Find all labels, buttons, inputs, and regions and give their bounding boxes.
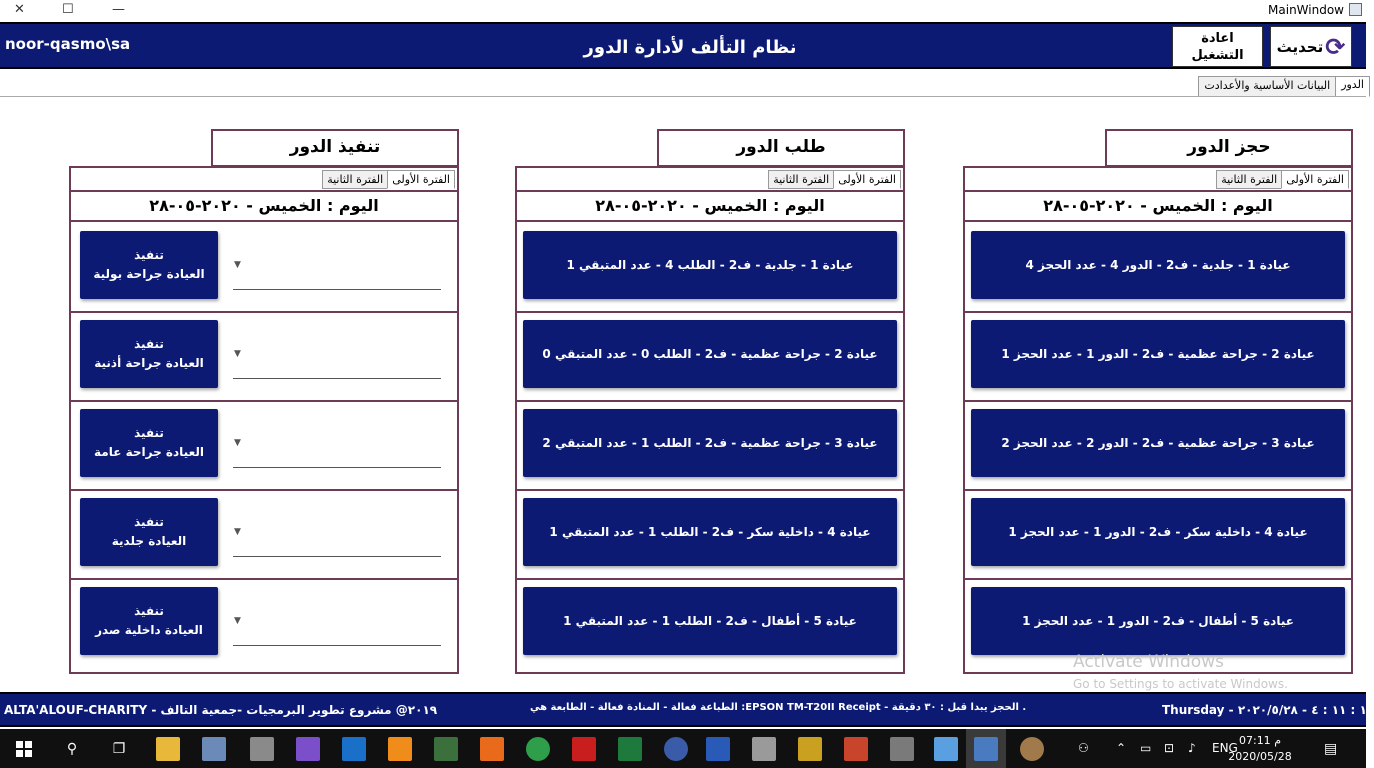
tools-icon[interactable] xyxy=(250,737,274,761)
execute-panel xyxy=(69,166,459,674)
tab-basic-data-settings[interactable]: البيانات الأساسية والأعدادت xyxy=(1198,76,1336,97)
booking-panel-title: حجز الدور xyxy=(1105,129,1353,167)
window-titlebar xyxy=(0,0,1366,22)
window-title: MainWindow xyxy=(1268,3,1344,17)
doctor-select[interactable] xyxy=(233,521,441,557)
refresh-icon: ⟳ xyxy=(1325,32,1346,61)
chevron-down-icon: ▼ xyxy=(234,438,241,448)
tools-icon[interactable] xyxy=(890,737,914,761)
booking-row xyxy=(965,402,1351,491)
windows-start-icon[interactable] xyxy=(12,737,36,761)
status-printer-info: الطباعة فعالة - المنادة فعالة - الطابعة هي :EPSON TM-T20II Receipt - الحجز يبدا قبل : ٣٠ دقيقة . xyxy=(530,702,1027,713)
restart-label-line2: التشغيل xyxy=(1191,47,1244,63)
notepad-icon[interactable] xyxy=(202,737,226,761)
booking-period-tabs xyxy=(1217,170,1349,189)
search-icon[interactable]: ⚲ xyxy=(66,741,78,757)
booking-clinic-button[interactable]: عيادة 3 - جراحة عظمية - ف2 - الدور 2 - عدد الحجز 2 xyxy=(971,409,1345,477)
execute-tab-second-period[interactable]: الفترة الثانية xyxy=(322,170,388,189)
execute-clinic-label: العيادة جراحة بولية xyxy=(93,267,205,281)
close-icon[interactable]: ✕ xyxy=(14,2,25,17)
execute-row xyxy=(71,580,457,669)
archive-icon[interactable] xyxy=(752,737,776,761)
booking-row xyxy=(965,491,1351,580)
powerpoint-icon[interactable] xyxy=(844,737,868,761)
app-orange-icon[interactable] xyxy=(388,737,412,761)
request-panel xyxy=(515,166,905,674)
volume-icon[interactable]: ♪ xyxy=(1188,741,1196,755)
execute-button[interactable]: تنفيذ العيادة جراحة أذنية xyxy=(80,320,218,388)
status-organization: ALTA'ALOUF-CHARITY - ٢٠١٩@ مشروع تطوير البرمجيات -جمعية التالف xyxy=(4,703,438,717)
request-row xyxy=(517,224,903,313)
chevron-down-icon: ▼ xyxy=(234,527,241,537)
chevron-up-icon[interactable]: ⌃ xyxy=(1116,741,1127,755)
booking-clinic-button[interactable]: عيادة 5 - أطفال - ف2 - الدور 1 - عدد الحجز 1 xyxy=(971,587,1345,655)
minimize-icon[interactable]: — xyxy=(112,2,125,17)
visual-studio-icon[interactable] xyxy=(296,737,320,761)
booking-tab-first-period[interactable]: الفترة الأولى xyxy=(1281,170,1349,189)
status-bar xyxy=(0,692,1374,727)
network-icon[interactable]: ⊡ xyxy=(1164,741,1175,755)
app-yellow-icon[interactable] xyxy=(798,737,822,761)
activate-windows-hint: Go to Settings to activate Windows. xyxy=(1073,677,1288,691)
booking-tab-second-period[interactable]: الفترة الثانية xyxy=(1216,170,1282,189)
request-clinic-button[interactable]: عيادة 3 - جراحة عظمية - ف2 - الطلب 1 - عدد المتبقي 2 xyxy=(523,409,897,477)
execute-clinic-label: العيادة جراحة عامة xyxy=(94,445,204,459)
clock-time: 07:11 xyxy=(1238,734,1271,747)
booking-row xyxy=(965,224,1351,313)
execute-period-tabs xyxy=(323,170,455,189)
execute-row xyxy=(71,313,457,402)
request-day-label: اليوم : الخميس - ٢٠٢٠-٠٥-٢٨ xyxy=(517,192,903,222)
calendar-app-icon[interactable] xyxy=(434,737,458,761)
execute-row xyxy=(71,224,457,313)
execute-button[interactable]: تنفيذ العيادة جراحة بولية xyxy=(80,231,218,299)
file-explorer-icon[interactable] xyxy=(156,737,180,761)
main-tabs xyxy=(1199,76,1370,97)
language-indicator[interactable]: ENG xyxy=(1212,741,1238,755)
windows-taskbar xyxy=(0,729,1366,768)
task-view-icon[interactable]: ❐ xyxy=(112,741,126,757)
booking-clinic-button[interactable]: عيادة 2 - جراحة عظمية - ف2 - الدور 1 - عدد الحجز 1 xyxy=(971,320,1345,388)
request-panel-title: طلب الدور xyxy=(657,129,905,167)
doctor-select[interactable] xyxy=(233,254,441,290)
clock-ampm: م xyxy=(1274,734,1281,747)
execute-button[interactable]: تنفيذ العيادة جلدية xyxy=(80,498,218,566)
doctor-select[interactable] xyxy=(233,432,441,468)
app-lightblue-icon[interactable] xyxy=(934,737,958,761)
execute-day-label: اليوم : الخميس - ٢٠٢٠-٠٥-٢٨ xyxy=(71,192,457,222)
execute-row xyxy=(71,402,457,491)
notifications-icon[interactable]: ▤ xyxy=(1324,741,1338,757)
request-row xyxy=(517,313,903,402)
taskbar-clock[interactable] xyxy=(1228,733,1292,765)
doctor-select[interactable] xyxy=(233,343,441,379)
people-icon[interactable]: ⚇ xyxy=(1078,741,1089,755)
request-clinic-button[interactable]: عيادة 1 - جلدية - ف2 - الطلب 4 - عدد المتبقي 1 xyxy=(523,231,897,299)
booking-row xyxy=(965,313,1351,402)
word-icon[interactable] xyxy=(706,737,730,761)
restart-label-line1: اعادة xyxy=(1201,30,1234,46)
request-row xyxy=(517,402,903,491)
battery-icon[interactable]: ▭ xyxy=(1140,741,1152,755)
execute-clinic-label: العيادة داخلية صدر xyxy=(95,623,203,637)
refresh-label: تحديث xyxy=(1276,37,1324,56)
execute-clinic-label: العيادة جلدية xyxy=(111,534,187,548)
main-window-app-icon[interactable] xyxy=(974,737,998,761)
sublime-text-icon[interactable] xyxy=(480,737,504,761)
app-blue-icon[interactable] xyxy=(664,737,688,761)
chevron-down-icon: ▼ xyxy=(234,260,241,270)
booking-day-label: اليوم : الخميس - ٢٠٢٠-٠٥-٢٨ xyxy=(965,192,1351,222)
booking-clinic-button[interactable]: عيادة 4 - داخلية سكر - ف2 - الدور 1 - عدد الحجز 1 xyxy=(971,498,1345,566)
request-clinic-button[interactable]: عيادة 2 - جراحة عظمية - ف2 - الطلب 0 - عدد المتبقي 0 xyxy=(523,320,897,388)
execute-panel-title: تنفيذ الدور xyxy=(211,129,459,167)
pdf-reader-icon[interactable] xyxy=(572,737,596,761)
status-datetime: Thursday - ١٩ : ١١ : ٤ - ٢٠٢٠/٥/٢٨ xyxy=(1162,703,1374,717)
request-tab-second-period[interactable]: الفترة الثانية xyxy=(768,170,834,189)
chevron-down-icon: ▼ xyxy=(234,349,241,359)
app-title: نظام التألف لأدارة الدور xyxy=(583,37,797,58)
tab-divider xyxy=(0,96,1366,97)
activate-windows-watermark: Activate Windows xyxy=(1073,652,1224,672)
outlook-icon[interactable] xyxy=(342,737,366,761)
excel-icon[interactable] xyxy=(618,737,642,761)
request-row xyxy=(517,580,903,669)
doctor-select[interactable] xyxy=(233,610,441,646)
request-clinic-button[interactable]: عيادة 5 - أطفال - ف2 - الطلب 1 - عدد المتبقي 1 xyxy=(523,587,897,655)
refresh-button[interactable] xyxy=(1270,26,1352,67)
chrome-icon[interactable] xyxy=(526,737,550,761)
request-row xyxy=(517,491,903,580)
request-period-tabs xyxy=(769,170,901,189)
execute-clinic-label: العيادة جراحة أذنية xyxy=(94,356,204,370)
current-user: noor-qasmo\sa xyxy=(5,35,131,53)
booking-panel xyxy=(963,166,1353,674)
execute-button[interactable]: تنفيذ العيادة داخلية صدر xyxy=(80,587,218,655)
request-clinic-button[interactable]: عيادة 4 - داخلية سكر - ف2 - الطلب 1 - عدد المتبقي 1 xyxy=(523,498,897,566)
chevron-down-icon: ▼ xyxy=(234,616,241,626)
execute-button[interactable]: تنفيذ العيادة جراحة عامة xyxy=(80,409,218,477)
booking-clinic-button[interactable]: عيادة 1 - جلدية - ف2 - الدور 4 - عدد الحجز 4 xyxy=(971,231,1345,299)
restart-button[interactable] xyxy=(1172,26,1263,67)
tab-queue[interactable]: الدور xyxy=(1335,76,1370,97)
maximize-icon[interactable]: ☐ xyxy=(62,2,74,17)
app-header xyxy=(0,22,1366,69)
clock-date: 2020/05/28 xyxy=(1228,750,1292,763)
execute-row xyxy=(71,491,457,580)
execute-tab-first-period[interactable]: الفترة الأولى xyxy=(387,170,455,189)
paint-icon[interactable] xyxy=(1020,737,1044,761)
app-icon xyxy=(1349,3,1362,16)
request-tab-first-period[interactable]: الفترة الأولى xyxy=(833,170,901,189)
